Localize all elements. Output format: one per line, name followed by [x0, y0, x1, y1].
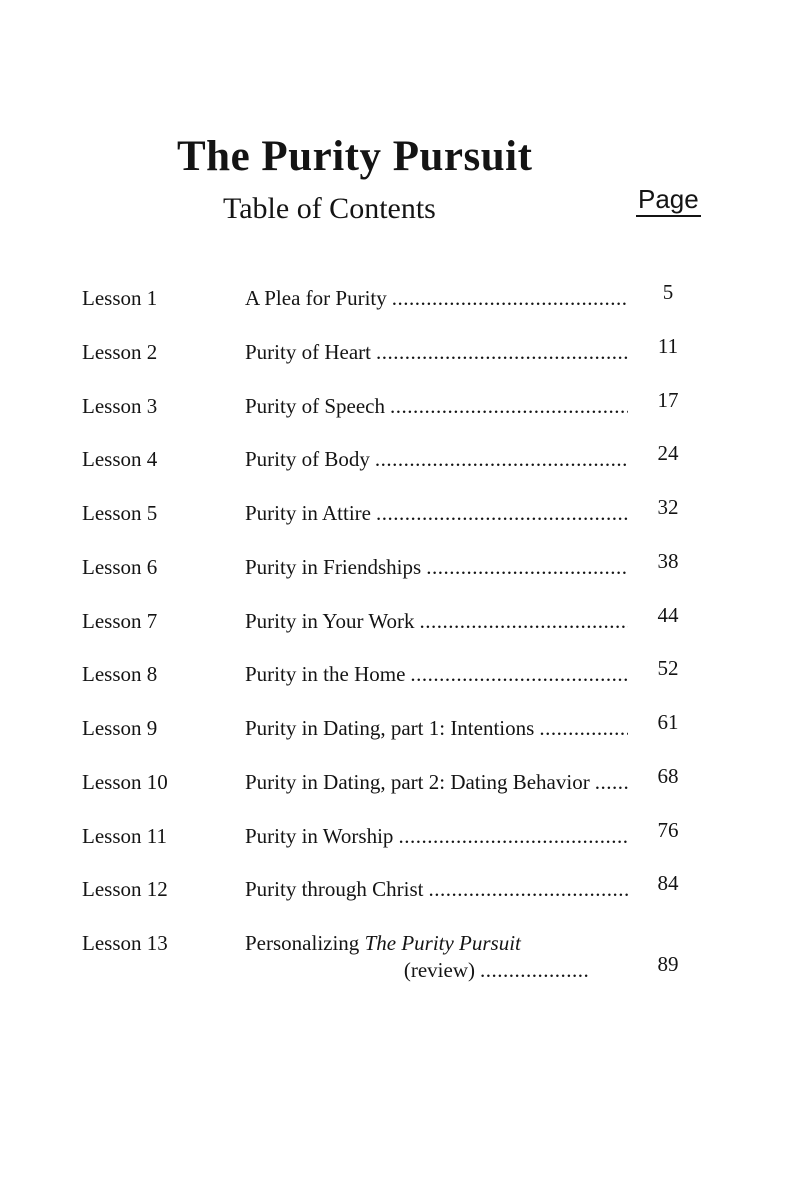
lesson-title: Purity in Dating, part 1: Intentions ..... — [245, 715, 640, 741]
italic-book-title: The Purity Pursuit — [364, 931, 521, 955]
lesson-title — [245, 930, 640, 983]
page-number: 17 — [657, 387, 679, 412]
indent-spacer — [245, 957, 404, 983]
lesson-title: A Plea for Purity ..... — [245, 285, 640, 311]
page-number: 24 — [657, 441, 679, 466]
lesson-label: Lesson 8 — [82, 662, 158, 687]
page-number: 61 — [657, 710, 679, 734]
lesson-label: Lesson 11 — [82, 823, 167, 848]
lesson-label: Lesson 5 — [82, 501, 158, 525]
lesson-title: Purity in Worship ..... — [245, 823, 640, 849]
dot-leader — [405, 661, 628, 687]
lesson-title: Purity in Friendships ..... — [245, 554, 640, 580]
lesson-label: Lesson 13 — [82, 931, 168, 955]
dot-leader — [370, 446, 628, 472]
toc-row — [0, 602, 800, 662]
lesson-title: Purity of Body ..... — [245, 446, 640, 472]
dot-leader — [371, 500, 628, 526]
toc-row — [0, 280, 800, 339]
lesson-title-line2: (review) ..... — [245, 957, 590, 983]
dot-leader — [393, 823, 628, 849]
lesson-title: Purity in Attire ..... — [245, 500, 640, 526]
dot-leader — [387, 285, 628, 311]
lesson-label: Lesson 3 — [82, 393, 158, 418]
toc-row — [0, 763, 800, 823]
toc-row — [0, 871, 800, 930]
toc-row — [0, 441, 800, 500]
lesson-label: Lesson 2 — [82, 339, 158, 364]
page-number: 44 — [657, 602, 679, 627]
page-number: 68 — [657, 763, 679, 788]
dot-leader — [385, 393, 628, 419]
toc-row — [0, 656, 800, 715]
lesson-title: Purity through Christ ..... — [245, 876, 640, 902]
dot-leader — [414, 608, 628, 634]
page-number: 89 — [657, 952, 679, 976]
toc-row — [0, 548, 800, 608]
lesson-label: Lesson 9 — [82, 716, 158, 740]
lesson-title: Purity of Speech ..... — [245, 393, 640, 419]
toc-subtitle: Table of Contents — [223, 192, 436, 225]
dot-leader — [534, 715, 628, 741]
page-column-header: Page — [636, 186, 701, 217]
page-number: 84 — [657, 871, 679, 896]
lesson-title: Purity of Heart ..... — [245, 339, 640, 365]
lesson-title: Purity in the Home ..... — [245, 661, 640, 687]
toc-row — [0, 495, 800, 554]
lesson-label: Lesson 4 — [82, 447, 158, 472]
page-number: 38 — [657, 548, 679, 573]
page-number: 5 — [662, 280, 674, 304]
dot-leader — [475, 957, 590, 983]
dot-leader — [371, 339, 628, 365]
lesson-title: Purity in Dating, part 2: Dating Behavior ..... — [245, 769, 640, 795]
page-number: 76 — [657, 817, 679, 842]
table-of-contents — [0, 280, 800, 983]
page-title: The Purity Pursuit — [177, 132, 533, 180]
toc-row — [0, 817, 800, 877]
dot-leader — [590, 769, 628, 795]
toc-row-lesson-13 — [0, 930, 800, 983]
page-number: 52 — [657, 656, 679, 681]
dot-leader — [424, 876, 628, 902]
page-number: 32 — [657, 495, 679, 519]
lesson-title-line1: Personalizing The Purity Pursuit — [245, 931, 521, 955]
toc-row — [0, 333, 800, 393]
lesson-label: Lesson 1 — [82, 286, 158, 310]
toc-row — [0, 710, 800, 769]
lesson-label: Lesson 10 — [82, 769, 168, 794]
dot-leader — [421, 554, 628, 580]
toc-row — [0, 387, 800, 447]
page-number: 11 — [657, 333, 679, 358]
lesson-title: Purity in Your Work ..... — [245, 608, 640, 634]
lesson-label: Lesson 7 — [82, 608, 158, 633]
lesson-label: Lesson 12 — [82, 877, 168, 902]
lesson-label: Lesson 6 — [82, 554, 158, 579]
